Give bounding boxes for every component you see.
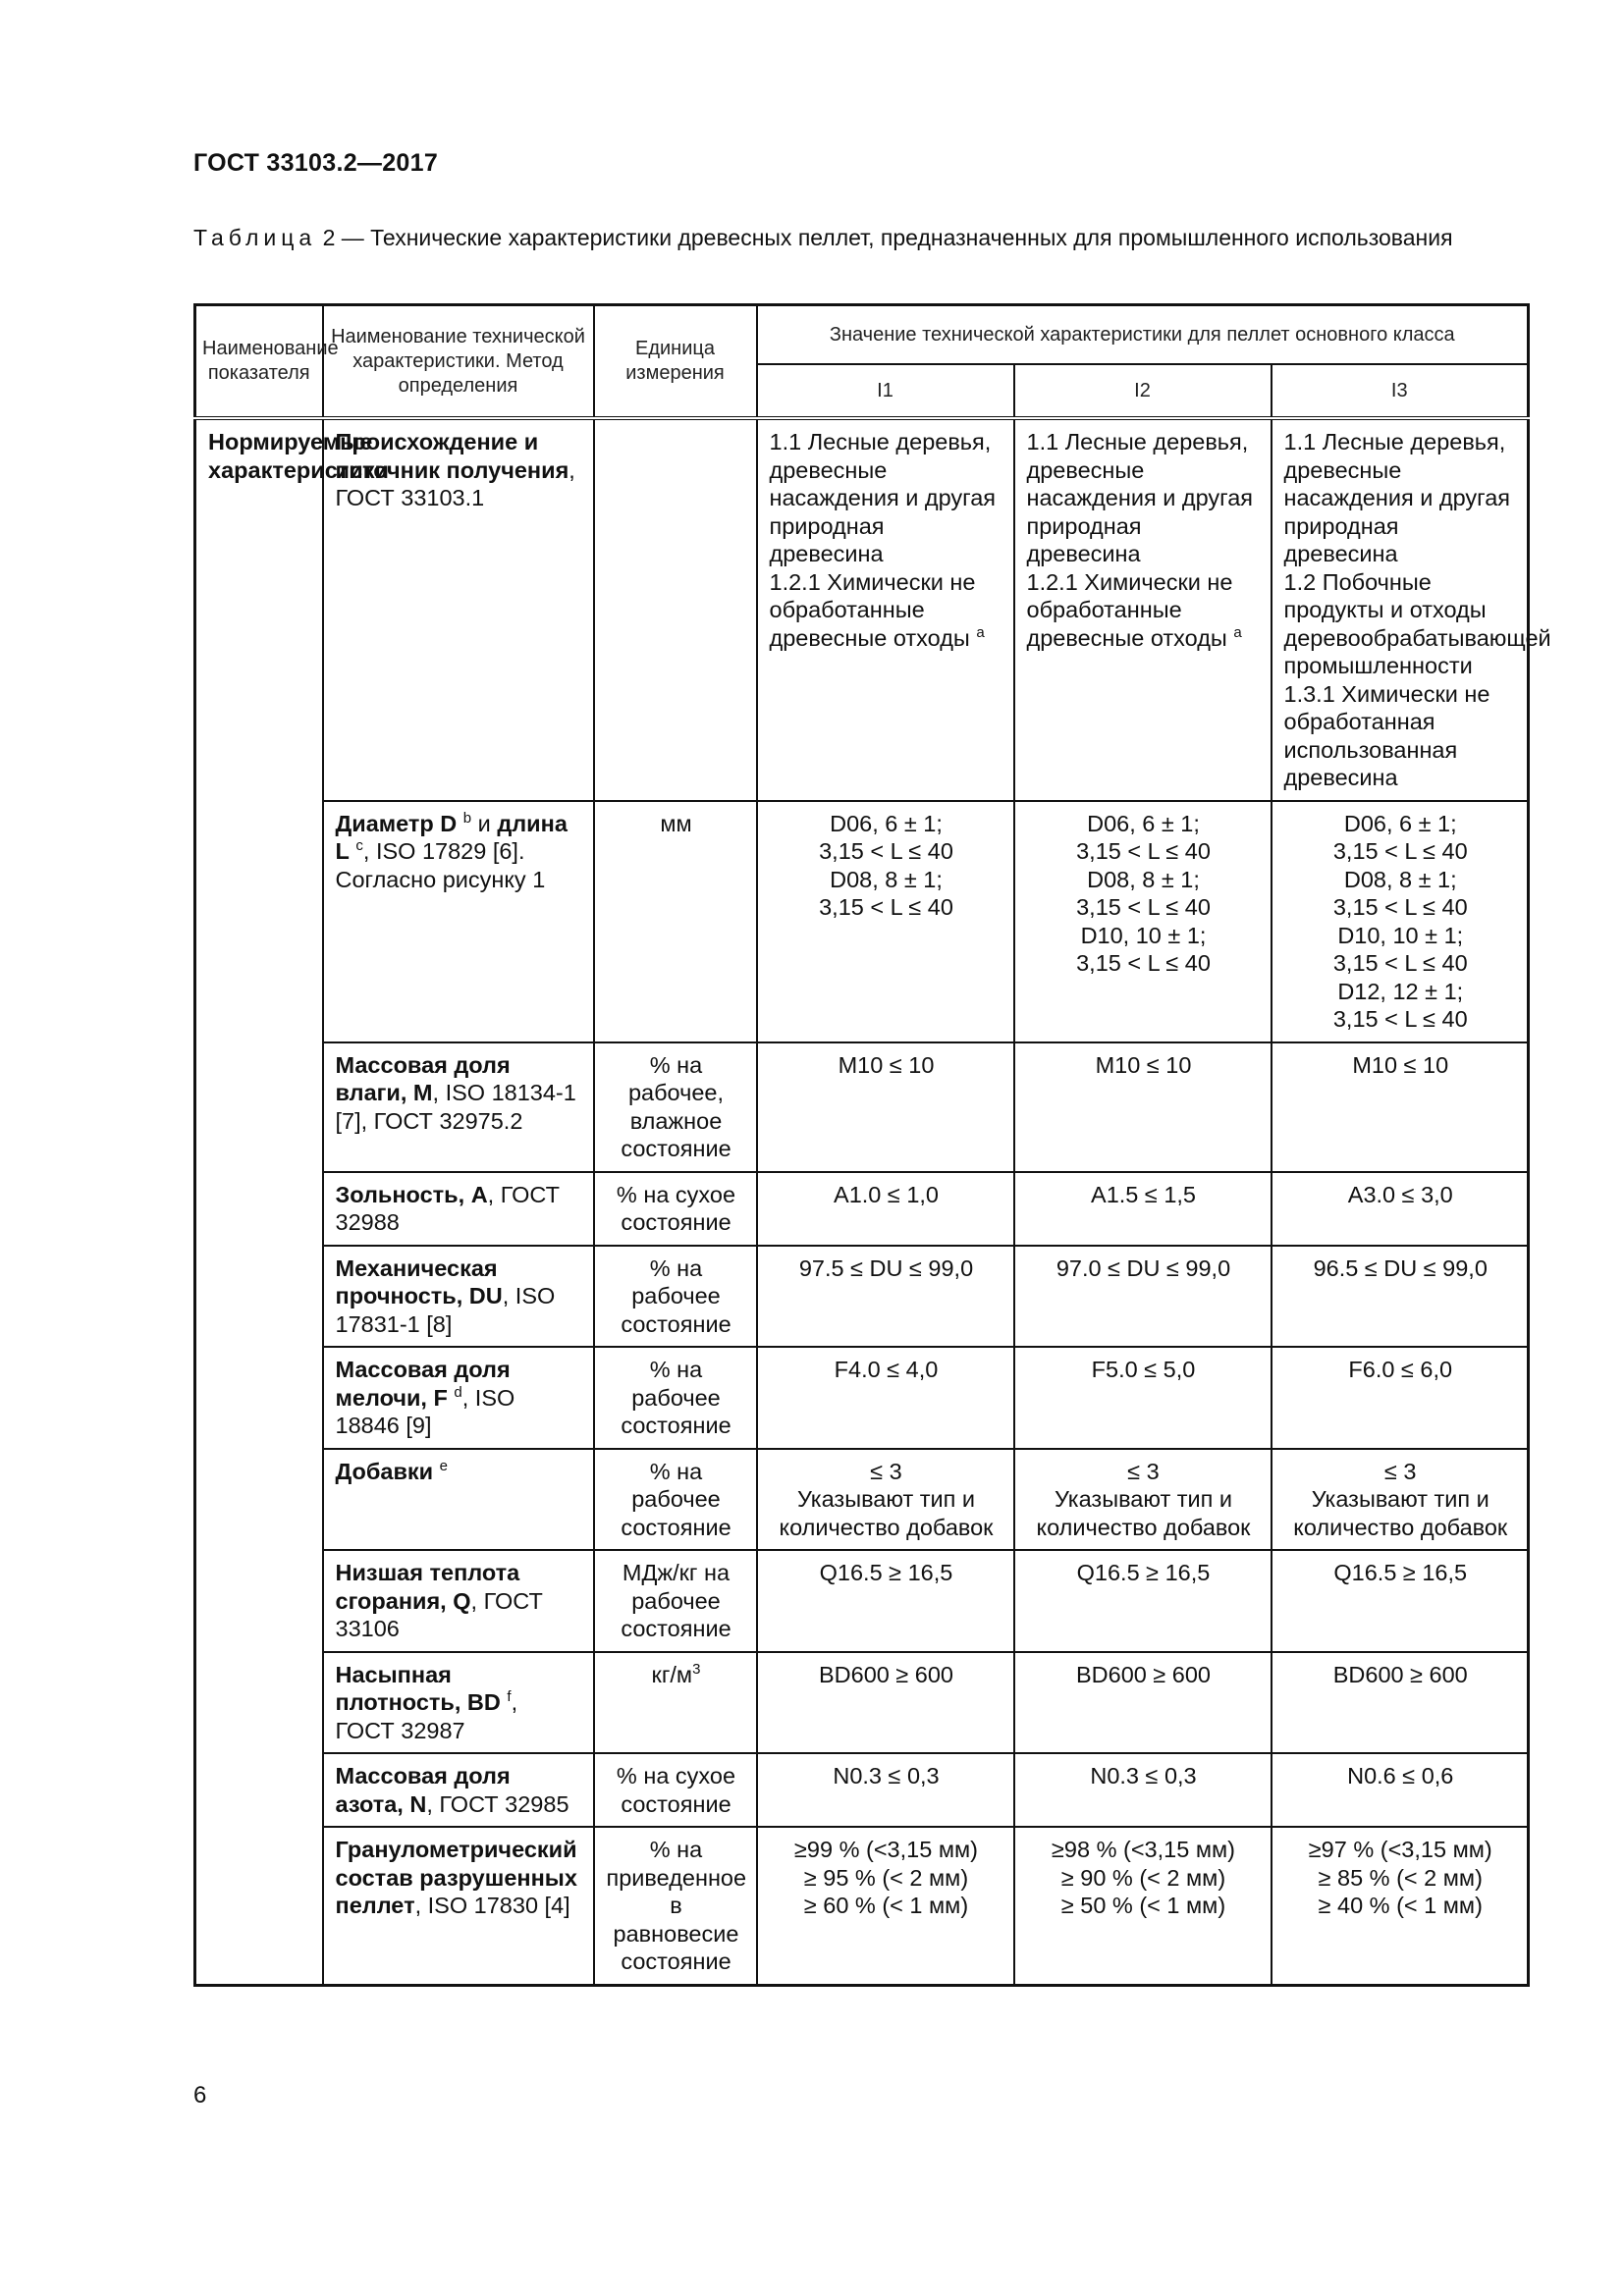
value-i1: ≤ 3 Указывают тип и количество добавок (757, 1449, 1014, 1551)
characteristic-method: , ISO 18846 [9] (335, 1384, 515, 1438)
table-caption-text: 2 — Технические характеристики древесных пеллет, предназначенных для промышленного использования (316, 225, 1453, 250)
value-i3: BD600 ≥ 600 (1272, 1652, 1529, 1754)
table-caption-label: Таблица (193, 225, 317, 250)
characteristic-name (323, 1042, 594, 1172)
value-i2: ≥98 % (<3,15 мм) ≥ 90 % (< 2 мм) ≥ 50 % (< 1 мм) (1014, 1827, 1272, 1985)
footnote-marker: a (976, 623, 985, 641)
document-header: ГОСТ 33103.2—2017 (193, 149, 439, 177)
unit-cell: % на рабочее, влажное состояние (594, 1042, 757, 1172)
header-characteristic-name: Наименование технической характеристики. Метод определения (323, 305, 594, 419)
characteristic-name-bold: Массовая доля мелочи, F (335, 1357, 511, 1411)
characteristic-name (323, 1550, 594, 1652)
value-i3: A3.0 ≤ 3,0 (1272, 1172, 1529, 1246)
characteristic-name-bold: Насыпная плотность, BD (335, 1661, 501, 1715)
table-row (195, 1550, 1529, 1652)
value-i3: ≤ 3 Указывают тип и количество добавок (1272, 1449, 1529, 1551)
table-row (195, 1347, 1529, 1449)
characteristic-name-bold: Диаметр D (335, 810, 458, 836)
characteristic-name (323, 801, 594, 1042)
unit-cell: % на рабочее состояние (594, 1449, 757, 1551)
value-i2: F5.0 ≤ 5,0 (1014, 1347, 1272, 1449)
value-i2: Q16.5 ≥ 16,5 (1014, 1550, 1272, 1652)
unit-cell: % на сухое состояние (594, 1753, 757, 1827)
characteristic-method: , ГОСТ 32985 (426, 1790, 569, 1817)
header-class-i2: I2 (1014, 364, 1272, 418)
characteristic-name-bold: Добавки (335, 1458, 434, 1484)
characteristic-name-bold: Массовая доля влаги, M (335, 1051, 511, 1105)
value-i1: A1.0 ≤ 1,0 (757, 1172, 1014, 1246)
value-i2 (1014, 418, 1272, 801)
characteristic-name-bold: Механическая прочность, DU (335, 1255, 503, 1308)
table-row (195, 1652, 1529, 1754)
footnote-marker: a (1233, 623, 1242, 641)
characteristic-name-bold: Гранулометрический состав разрушенных пеллет (335, 1837, 577, 1918)
value-i1: ≥99 % (<3,15 мм) ≥ 95 % (< 2 мм) ≥ 60 % (< 1 мм) (757, 1827, 1014, 1985)
value-i1: Q16.5 ≥ 16,5 (757, 1550, 1014, 1652)
table-row (195, 1172, 1529, 1246)
header-class-i1: I1 (757, 364, 1014, 418)
table-row (195, 1449, 1529, 1551)
value-text: 1.1 Лесные деревья, древесные насаждения и другая природная древесина 1.2.1 Химически не обработанные древесные отходы (1026, 429, 1254, 651)
table-caption (193, 224, 1519, 252)
value-i1: D06, 6 ± 1; 3,15 < L ≤ 40 D08, 8 ± 1; 3,15 < L ≤ 40 (757, 801, 1014, 1042)
footnote-marker: d (454, 1383, 462, 1401)
footnote-marker: e (439, 1457, 448, 1474)
characteristic-name-bold: Массовая доля азота, N (335, 1763, 511, 1817)
characteristic-method: , ISO 17829 [6]. Согласно рисунку 1 (335, 838, 546, 892)
unit-cell: % на рабочее состояние (594, 1246, 757, 1348)
value-i1 (757, 418, 1014, 801)
page-number: 6 (193, 2082, 207, 2109)
table-row (195, 801, 1529, 1042)
value-i1: M10 ≤ 10 (757, 1042, 1014, 1172)
table-header-row (195, 305, 1529, 365)
value-i2: ≤ 3 Указывают тип и количество добавок (1014, 1449, 1272, 1551)
characteristic-method: , ГОСТ 33106 (335, 1587, 543, 1641)
characteristic-method: , ГОСТ 32988 (335, 1181, 560, 1235)
characteristic-name-bold: Низшая теплота сгорания, Q (335, 1560, 520, 1614)
value-i3: 96.5 ≤ DU ≤ 99,0 (1272, 1246, 1529, 1348)
characteristic-method: , ISO 17830 [4] (414, 1893, 570, 1918)
unit-exponent: 3 (692, 1660, 701, 1678)
characteristic-name (323, 418, 594, 801)
characteristic-name (323, 1753, 594, 1827)
value-i1: N0.3 ≤ 0,3 (757, 1753, 1014, 1827)
table-row (195, 1246, 1529, 1348)
footnote-marker: c (355, 837, 363, 854)
table-row (195, 418, 1529, 801)
table-row (195, 1042, 1529, 1172)
characteristic-name (323, 1652, 594, 1754)
footnote-marker: b (462, 809, 472, 827)
specification-table (193, 303, 1551, 1987)
table-row (195, 1827, 1529, 1985)
value-i3: M10 ≤ 10 (1272, 1042, 1529, 1172)
characteristic-name-bold: Зольность, A (335, 1181, 488, 1207)
unit-cell: % на приведенное в равновесие состояние (594, 1827, 757, 1985)
characteristic-name (323, 1827, 594, 1985)
header-unit: Единица измерения (594, 305, 757, 419)
value-i1: BD600 ≥ 600 (757, 1652, 1014, 1754)
value-i3: N0.6 ≤ 0,6 (1272, 1753, 1529, 1827)
characteristic-name (323, 1172, 594, 1246)
unit-cell: % на сухое состояние (594, 1172, 757, 1246)
characteristic-name (323, 1449, 594, 1551)
unit-cell (594, 418, 757, 801)
value-i2: BD600 ≥ 600 (1014, 1652, 1272, 1754)
header-value-group: Значение технической характеристики для пеллет основного класса (757, 305, 1529, 365)
characteristic-method: , ГОСТ 33103.1 (335, 456, 575, 510)
unit-text: кг/м (651, 1661, 693, 1687)
value-i2: D06, 6 ± 1; 3,15 < L ≤ 40 D08, 8 ± 1; 3,15 < L ≤ 40 D10, 10 ± 1; 3,15 < L ≤ 40 (1014, 801, 1272, 1042)
header-class-i3: I3 (1272, 364, 1529, 418)
table-row (195, 1753, 1529, 1827)
value-i3: Q16.5 ≥ 16,5 (1272, 1550, 1529, 1652)
characteristic-method: , ГОСТ 32987 (335, 1689, 518, 1743)
value-i1: 97.5 ≤ DU ≤ 99,0 (757, 1246, 1014, 1348)
value-i1: F4.0 ≤ 4,0 (757, 1347, 1014, 1449)
unit-cell: МДж/кг на рабочее состояние (594, 1550, 757, 1652)
value-text: 1.1 Лесные деревья, древесные насаждения и другая природная древесина 1.2.1 Химически не обработанные древесные отходы (769, 429, 997, 651)
characteristic-method: , ISO 18134-1 [7], ГОСТ 32975.2 (335, 1080, 576, 1134)
characteristic-name (323, 1347, 594, 1449)
value-i3: 1.1 Лесные деревья, древесные насаждения и другая природная древесина 1.2 Побочные продукты и отходы деревообрабатывающей промышленности 1.3.1 Химически не обработанная использованная древесина (1272, 418, 1529, 801)
footnote-marker: f (507, 1688, 512, 1705)
value-i2: 97.0 ≤ DU ≤ 99,0 (1014, 1246, 1272, 1348)
unit-cell (594, 1652, 757, 1754)
value-i2: M10 ≤ 10 (1014, 1042, 1272, 1172)
characteristic-name-bold: Происхождение и источник получения (335, 429, 569, 483)
characteristic-name (323, 1246, 594, 1348)
value-i2: N0.3 ≤ 0,3 (1014, 1753, 1272, 1827)
unit-cell: мм (594, 801, 757, 1042)
characteristic-method: , ISO 17831-1 [8] (335, 1283, 556, 1337)
value-i3: D06, 6 ± 1; 3,15 < L ≤ 40 D08, 8 ± 1; 3,15 < L ≤ 40 D10, 10 ± 1; 3,15 < L ≤ 40 D12, 12 ± 1; 3,15 < L ≤ 40 (1272, 801, 1529, 1042)
characteristic-name-bold: длина L (335, 810, 568, 864)
value-i3: ≥97 % (<3,15 мм) ≥ 85 % (< 2 мм) ≥ 40 % (< 1 мм) (1272, 1827, 1529, 1985)
value-i3: F6.0 ≤ 6,0 (1272, 1347, 1529, 1449)
group-label: Нормируемые характеристики (195, 418, 323, 1985)
unit-cell: % на рабочее состояние (594, 1347, 757, 1449)
value-i2: A1.5 ≤ 1,5 (1014, 1172, 1272, 1246)
header-indicator-name: Наименование показателя (195, 305, 323, 419)
characteristic-name-join: и (471, 810, 498, 836)
